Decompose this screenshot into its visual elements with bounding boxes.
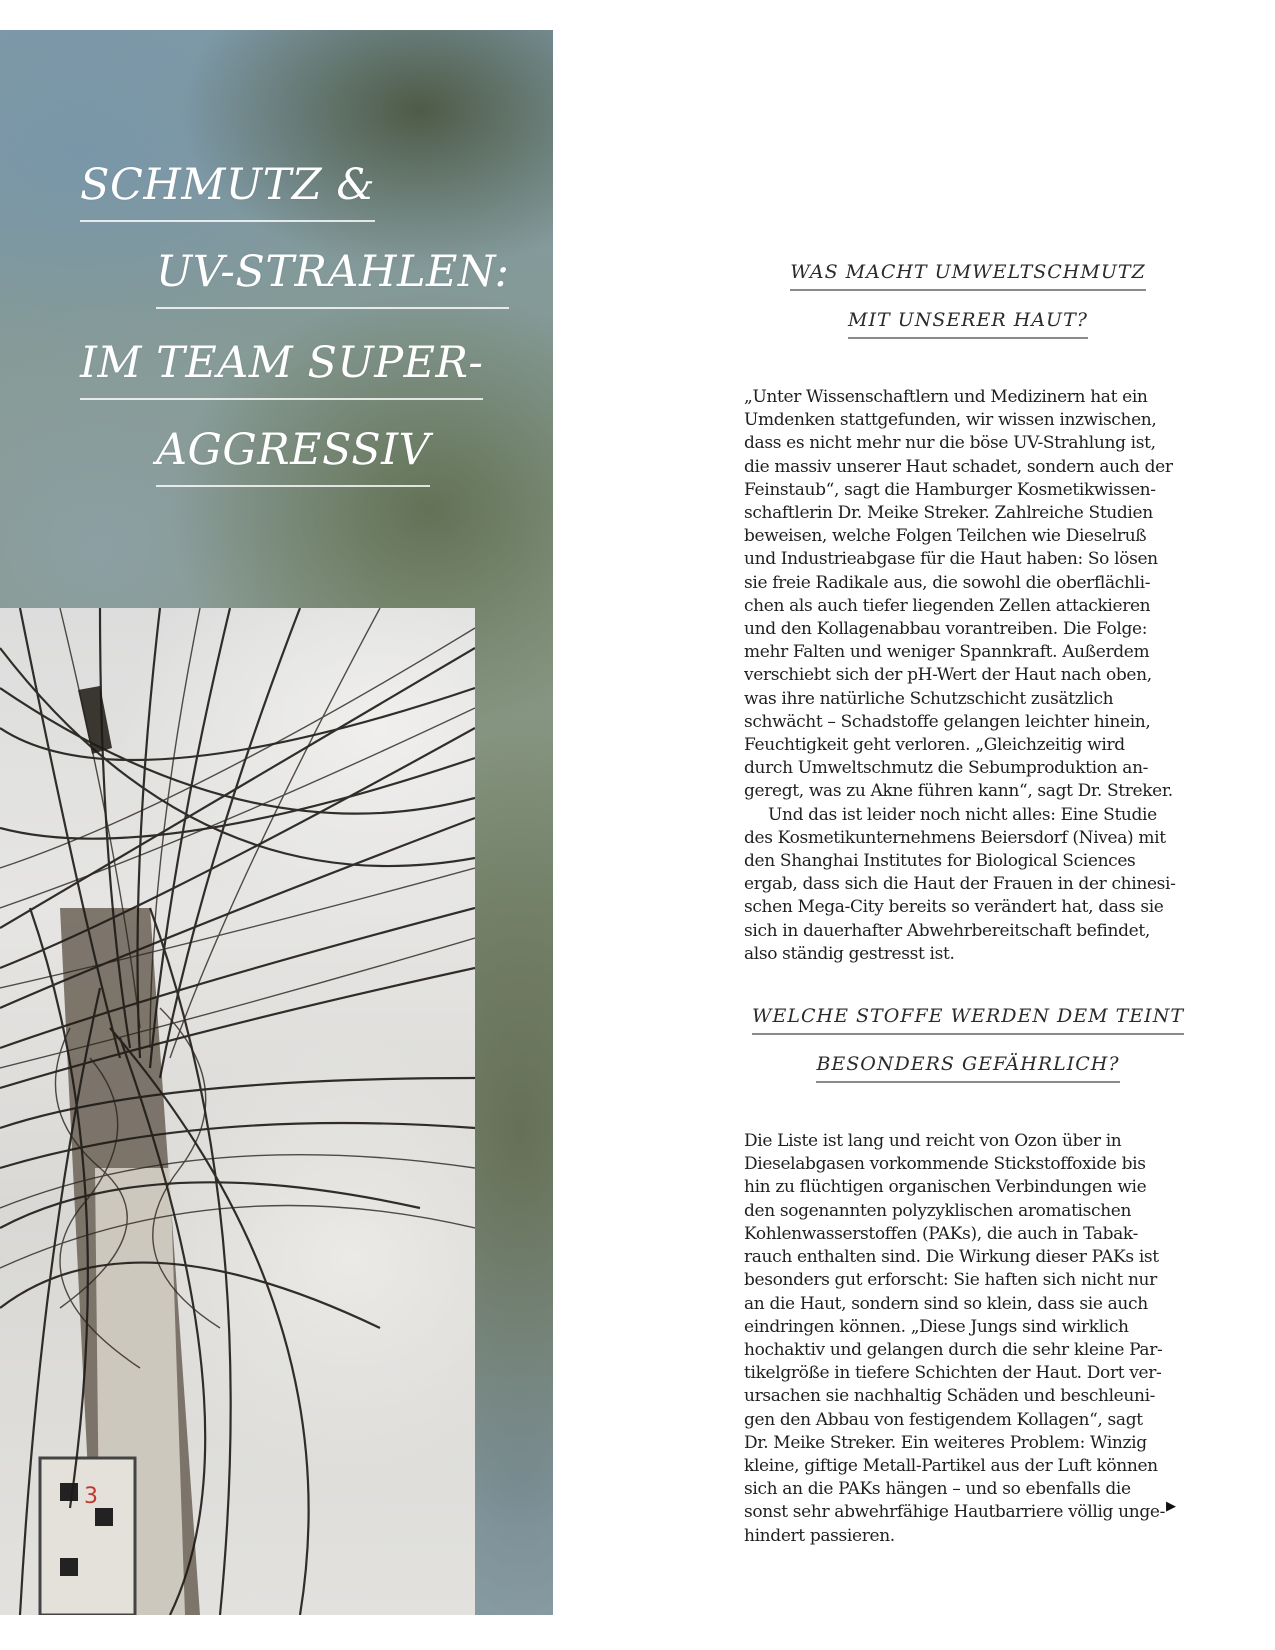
section-heading-line: MIT UNSERER HAUT? [848, 308, 1088, 339]
text-line: Kohlenwasserstoffen (PAKs), die auch in Tabak- [744, 1223, 1138, 1244]
text-line: gen den Abbau von festigendem Kollagen“, sagt [744, 1409, 1143, 1430]
text-line: Dieselabgasen vorkommende Stickstoffoxide bis [744, 1154, 1146, 1175]
text-line: dass es nicht mehr nur die böse UV-Strahlung ist, [744, 433, 1156, 454]
headline-line: SCHMUTZ & [80, 160, 375, 222]
text-line: kleine, giftige Metall-Partikel aus der Luft können [744, 1455, 1158, 1476]
headline [0, 30, 553, 550]
text-line: tikelgröße in tiefere Schichten der Haut. Dort ver- [744, 1363, 1162, 1384]
section-heading-line: BESONDERS GEFÄHRLICH? [816, 1052, 1119, 1083]
text-line: mehr Falten und weniger Spannkraft. Außerdem [744, 642, 1150, 663]
text-line: und Industrieabgase für die Haut haben: So lösen [744, 549, 1158, 570]
text-line: schwächt – Schadstoffe gelangen leichter hinein, [744, 711, 1151, 732]
text-line: des Kosmetikunternehmens Beiersdorf (Nivea) mit [744, 827, 1166, 848]
text-line: Dr. Meike Streker. Ein weiteres Problem: Winzig [744, 1432, 1147, 1453]
text-line: hochaktiv und gelangen durch die sehr kleine Par- [744, 1339, 1163, 1360]
paragraph [744, 804, 1192, 966]
paragraph [744, 386, 1192, 804]
text-line: den sogenannten polyzyklischen aromatischen [744, 1200, 1132, 1221]
text-line: besonders gut erforscht: Sie haften sich nicht nur [744, 1270, 1157, 1291]
text-line: sich an die PAKs hängen – und so ebenfalls die [744, 1479, 1131, 1500]
text-line: sie freie Radikale aus, die sowohl die oberflächli- [744, 572, 1151, 593]
text-line: an die Haut, sondern sind so klein, dass sie auch [744, 1293, 1148, 1314]
power-lines-illustration [0, 608, 475, 1615]
section-heading [744, 260, 1192, 356]
text-line: schaftlerin Dr. Meike Streker. Zahlreiche Studien [744, 503, 1153, 524]
headline-line: AGGRESSIV [156, 425, 430, 487]
sky-photo [0, 30, 553, 1615]
text-line: hin zu flüchtigen organischen Verbindungen wie [744, 1177, 1147, 1198]
section-heading [744, 1004, 1192, 1100]
text-line: sonst sehr abwehrfähige Hautbarriere völlig unge- [744, 1502, 1165, 1523]
section-heading-line: WELCHE STOFFE WERDEN DEM TEINT [752, 1004, 1184, 1035]
text-line: also ständig gestresst ist. [744, 943, 955, 964]
headline-line: UV-STRAHLEN: [156, 247, 509, 309]
text-line: Und das ist leider noch nicht alles: Eine Studie [768, 804, 1157, 825]
text-line: Feuchtigkeit geht verloren. „Gleichzeitig wird [744, 735, 1125, 756]
text-line: und den Kollagenabbau vorantreiben. Die Folge: [744, 619, 1148, 640]
text-line: den Shanghai Institutes for Biological Sciences [744, 851, 1136, 872]
text-line: was ihre natürliche Schutzschicht zusätzlich [744, 688, 1114, 709]
text-line: chen als auch tiefer liegenden Zellen attackieren [744, 595, 1151, 616]
text-line: beweisen, welche Folgen Teilchen wie Dieselruß [744, 526, 1147, 547]
text-line: ursachen sie nachhaltig Schäden und beschleuni- [744, 1386, 1156, 1407]
text-line: hindert passieren. [744, 1525, 895, 1546]
text-line: Umdenken stattgefunden, wir wissen inzwischen, [744, 410, 1157, 431]
text-line: sich in dauerhafter Abwehrbereitschaft befindet, [744, 920, 1150, 941]
text-line: die massiv unserer Haut schadet, sondern auch der [744, 456, 1173, 477]
text-line: Feinstaub“, sagt die Hamburger Kosmetikwissen- [744, 479, 1156, 500]
text-line: „Unter Wissenschaftlern und Medizinern hat ein [744, 387, 1148, 407]
section-heading-line: WAS MACHT UMWELTSCHMUTZ [790, 260, 1145, 291]
paragraph [744, 1130, 1192, 1548]
text-line: rauch enthalten sind. Die Wirkung dieser PAKs ist [744, 1247, 1159, 1268]
text-line: durch Umweltschmutz die Sebumproduktion an- [744, 758, 1149, 779]
text-line: schen Mega-City bereits so verändert hat, dass sie [744, 897, 1164, 918]
text-line: eindringen können. „Diese Jungs sind wirklich [744, 1316, 1129, 1337]
power-lines-photo [0, 608, 475, 1615]
text-line: ergab, dass sich die Haut der Frauen in der chinesi- [744, 874, 1176, 895]
text-line: Die Liste ist lang und reicht von Ozon über in [744, 1131, 1122, 1152]
text-line: verschiebt sich der pH-Wert der Haut nach oben, [744, 665, 1152, 686]
article-body [744, 260, 1192, 1548]
text-line: geregt, was zu Akne führen kann“, sagt Dr. Streker. [744, 781, 1173, 802]
svg-text:3: 3 [84, 1484, 98, 1509]
headline-line: IM TEAM SUPER- [80, 338, 483, 400]
continue-arrow-icon: ▶ [1166, 1498, 1176, 1513]
